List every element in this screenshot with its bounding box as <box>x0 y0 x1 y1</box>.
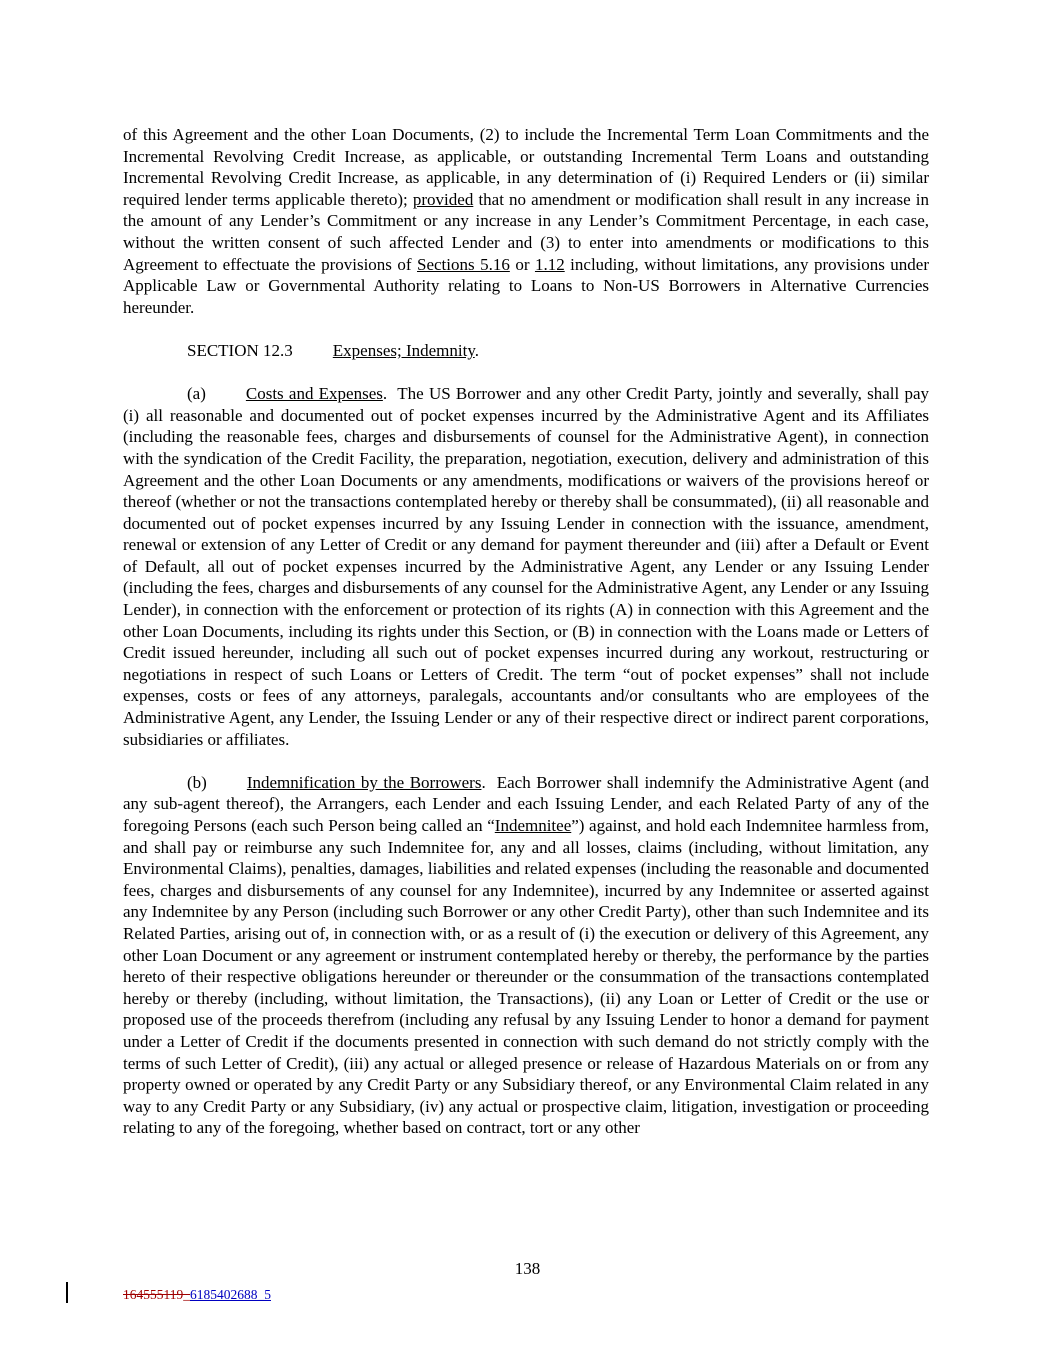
text-segment: provided <box>412 189 474 209</box>
text-segment: Sections 5.16 <box>417 254 510 274</box>
text-segment: . The US Borrower and any other Credit Party, jointly and severally, shall pay (i) all reasonable and documented out of pocket expenses incurred by the Administrative Agent and its Affiliates (including the reasonable fees, charges and disbursements of counsel for the Administrative Agent), in connection with the syndication of the Credit Facility, the preparation, negotiation, execution, delivery and administration of this Agreement and the other Loan Documents or any amendments, modifications or waivers of the provisions hereof or thereof (whether or not the transactions contemplated hereby or thereby shall be consummated), (ii) all reasonable and documented out of pocket expenses incurred by any Issuing Lender in connection with the issuance, amendment, renewal or extension of any Letter of Credit or any demand for payment thereunder and (iii) after a Default or Event of Default, all out of pocket expenses incurred by the Administrative Agent, any Lender or any Issuing Lender (including the fees, charges and disbursements of any counsel for the Administrative Agent, any Lender or any Issuing Lender), in connection with the enforcement or protection of its rights (A) in connection with this Agreement and the other Loan Documents, including its rights under this Section, or (B) in connection with the Loans made or Letters of Credit issued hereunder, including all such out of pocket expenses incurred during any workout, restructuring or negotiations in respect of such Loans or Letters of Credit. The term “out of pocket expenses” shall not include expenses, costs or fees of any attorneys, paralegals, accountants and/or consultants who are employees of the Administrative Agent, any Lender, the Issuing Lender or any of their respective direct or indirect parent corporations, subsidiaries or affiliates. <box>123 384 930 749</box>
paragraph-b <box>123 772 929 1139</box>
text-segment: . <box>474 340 479 360</box>
text-segment: Indemnitee <box>494 816 572 835</box>
page-number: 138 <box>514 1259 541 1278</box>
footer-doc-id <box>123 1286 271 1303</box>
text-segment: 1.12 <box>534 254 565 274</box>
text-segment: . Each Borrower shall indemnify the Administrative Agent (and any sub-agent thereof), the Arrangers, each Lender and each Issuing Lender, and each Related Party of any of the foregoing Persons (each such Person being called an “ <box>123 772 929 835</box>
text-segment: (a) <box>187 384 206 404</box>
text-segment: that no amendment or modification shall result in any increase in the amount of any Lender’s Commitment or any increase in any Lender’s Commitment Percentage, in each case, without the written consent of such affected Lender and (3) to enter into amendments or modifications to this Agreement to effectuate the provisions of <box>123 189 929 274</box>
text-segment: 6185402688_5 <box>190 1287 271 1302</box>
text-segment: SECTION 12.3 <box>187 340 293 360</box>
continuation-paragraph <box>123 124 929 318</box>
section-heading <box>123 340 929 362</box>
text-segment: or <box>509 254 535 274</box>
text-segment: ”) against, and hold each Indemnitee harmless from, and shall pay or reimburse any such Indemnitee for, any and all losses, claims (including, without limitation, any Environmental Claims), penalties, damages, liabilities and related expenses (including the reasonable and documented fees, charges and disbursements of any counsel for any Indemnitee), incurred by any Indemnitee or asserted against any Indemnitee by any Person (including such Borrower or any other Credit Party), other than such Indemnitee and its Related Parties, arising out of, in connection with, or as a result of (i) the execution or delivery of this Agreement, any other Loan Document or any agreement or instrument contemplated hereby or thereby, the performance by the parties hereto of their respective obligations hereunder or thereunder or the consummation of the transactions contemplated hereby or thereby (including, without limitation, the Transactions), (ii) any Loan or Letter of Credit or the use or proposed use of the proceeds therefrom (including any refusal by any Issuing Lender to honor a demand for payment under a Letter of Credit if the documents presented in connection with such demand do not strictly comply with the terms of such Letter of Credit), (iii) any actual or alleged presence or release of Hazardous Materials on or from any property owned or operated by any Credit Party or any Subsidiary thereof, or any Environmental Claim related in any way to any Credit Party or any Subsidiary, (iv) any actual or prospective claim, litigation, investigation or proceeding relating to any of the foregoing, whether based on contract, tort or any other <box>123 816 929 1138</box>
document-body <box>123 124 929 1139</box>
text-segment: Expenses; Indemnity <box>332 340 475 360</box>
text-segment: of this Agreement and the other Loan Documents, (2) to include the Incremental Term Loan Commitments and the Incremental Revolving Credit Increase, as applicable, or outstanding Incremental Term Loans and outstanding Incremental Revolving Credit Increase, as applicable, in any determination of (i) Required Lenders or (ii) similar required lender terms applicable thereto); <box>123 125 929 209</box>
text-segment: including, without limitations, any provisions under Applicable Law or Governmental Authority relating to Loans to Non-US Borrowers in Alternative Currencies hereunder. <box>123 254 929 317</box>
text-segment: 164555119_ <box>123 1287 190 1302</box>
change-bar <box>66 1282 68 1303</box>
paragraph-a <box>123 383 929 750</box>
text-segment: Indemnification by the Borrowers <box>246 772 482 792</box>
text-segment: (b) <box>187 772 207 792</box>
text-segment: Costs and Expenses <box>245 384 383 404</box>
